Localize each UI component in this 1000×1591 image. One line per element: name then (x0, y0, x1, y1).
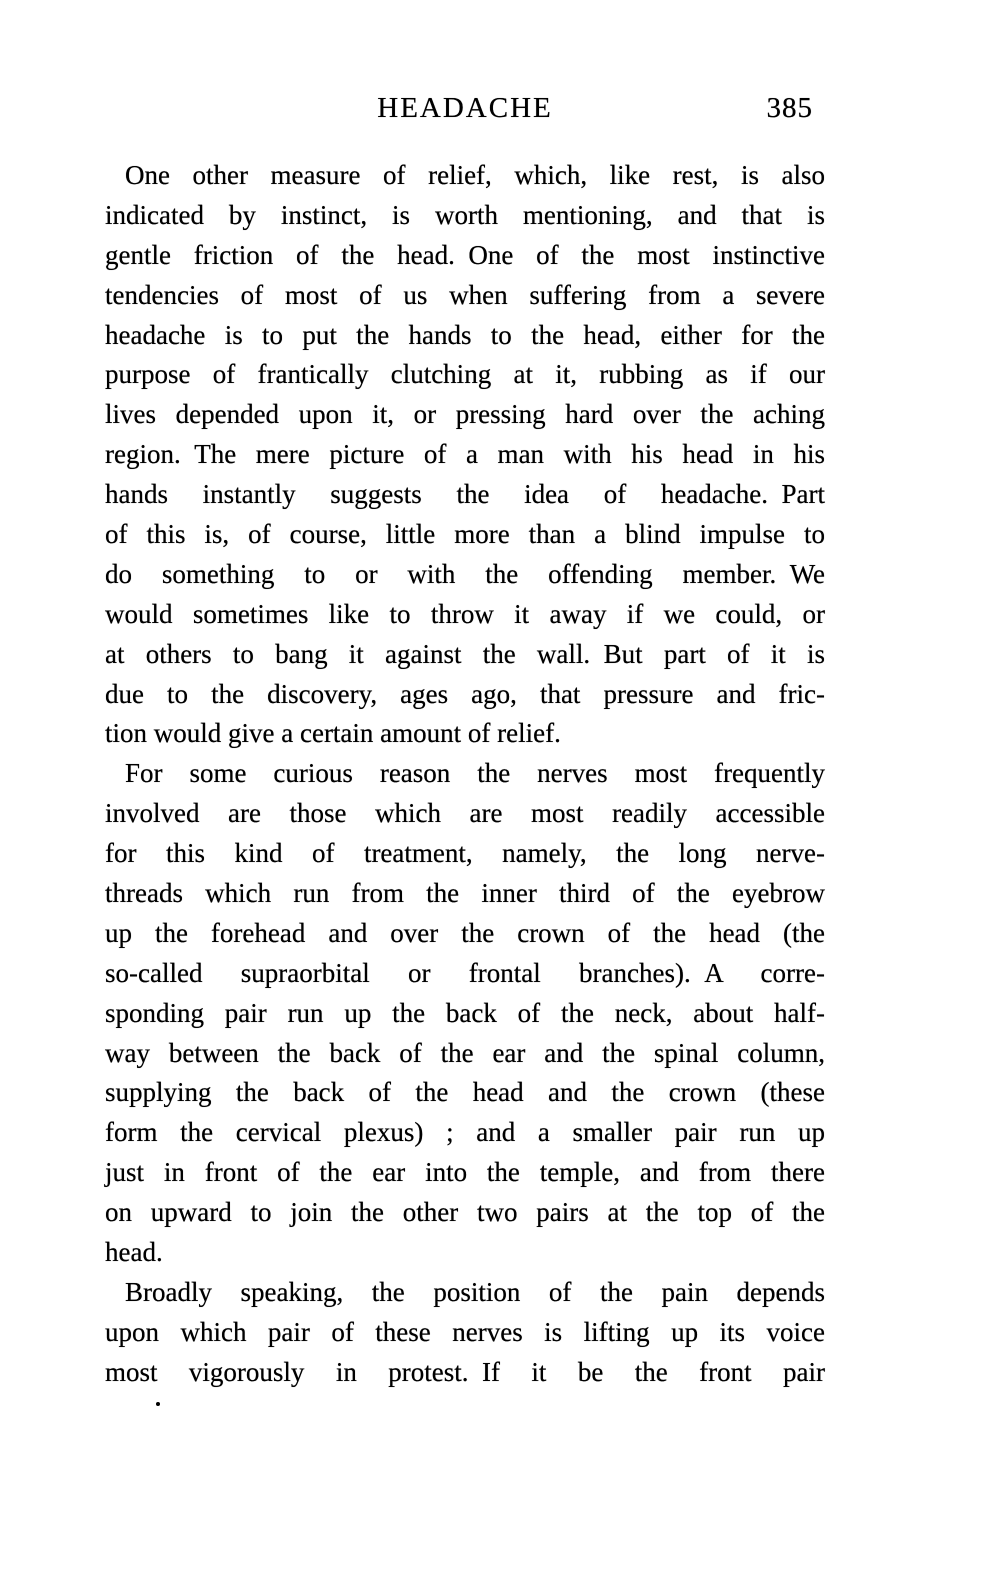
page-number: 385 (766, 92, 813, 124)
paragraph (105, 754, 825, 1273)
text-line: lives depended upon it, or pressing hard over the aching (105, 399, 825, 430)
text-line: region. The mere picture of a man with his head in his (105, 439, 825, 470)
running-head-title: HEADACHE (377, 92, 553, 124)
paragraph (105, 156, 825, 754)
scan-speck-artifact (156, 1402, 160, 1406)
text-line: threads which run from the inner third of the eyebrow (105, 878, 825, 909)
text-line: do something to or with the offending member. We (105, 558, 825, 589)
text-line: One other measure of relief, which, like rest, is also (125, 160, 825, 190)
paragraph (105, 1273, 825, 1393)
text-line: so-called supraorbital or frontal branches). A corre- (105, 957, 825, 988)
text-line: headache is to put the hands to the head, either for the (105, 319, 825, 350)
text-line: would sometimes like to throw it away if we could, or (105, 598, 825, 629)
text-line: at others to bang it against the wall. But part of it is (105, 638, 825, 669)
text-line: hands instantly suggests the idea of headache. Part (105, 479, 825, 510)
text-line: form the cervical plexus) ; and a smaller pair run up (105, 1117, 825, 1148)
text-line: tion would give a certain amount of relief. (105, 718, 561, 749)
text-line: just in front of the ear into the temple, and from there (105, 1157, 825, 1188)
text-line: purpose of frantically clutching at it, rubbing as if our (105, 359, 825, 390)
text-line: on upward to join the other two pairs at the top of the (105, 1197, 825, 1228)
text-line: sponding pair run up the back of the neck, about half- (105, 997, 825, 1028)
text-line: Broadly speaking, the position of the pain depends (125, 1276, 825, 1307)
text-line: due to the discovery, ages ago, that pressure and fric- (105, 678, 825, 709)
text-line: indicated by instinct, is worth mentioning, and that is (105, 199, 825, 230)
text-line: up the forehead and over the crown of the head (the (105, 917, 825, 948)
text-line: upon which pair of these nerves is lifting up its voice (105, 1316, 825, 1347)
text-line: of this is, of course, little more than a blind impulse to (105, 519, 825, 550)
page-header (105, 91, 825, 127)
text-line: involved are those which are most readily accessible (105, 798, 825, 829)
text-line: most vigorously in protest. If it be the front pair (105, 1356, 825, 1387)
text-line: gentle friction of the head. One of the most instinctive (105, 239, 825, 270)
text-line: For some curious reason the nerves most frequently (125, 758, 825, 789)
text-line: tendencies of most of us when suffering from a severe (105, 279, 825, 310)
text-line: way between the back of the ear and the spinal column, (105, 1037, 825, 1068)
text-line: for this kind of treatment, namely, the long nerve- (105, 838, 825, 869)
text-line: supplying the back of the head and the crown (these (105, 1077, 825, 1108)
text-line: head. (105, 1237, 163, 1268)
body-text (105, 156, 825, 1393)
